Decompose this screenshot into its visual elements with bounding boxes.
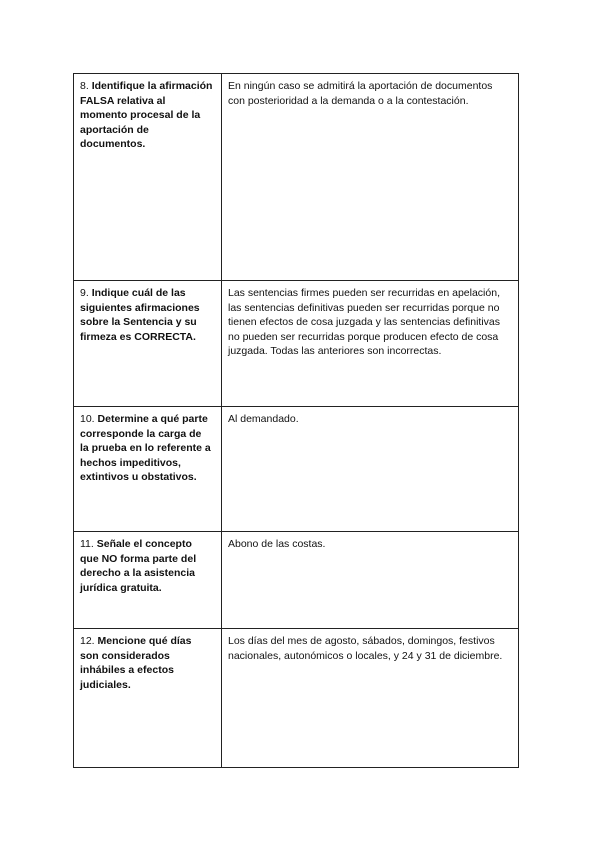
question-cell (74, 629, 222, 768)
question-number: 10. (80, 413, 95, 425)
question-number: 11. (80, 538, 94, 550)
question-number: 9. (80, 287, 89, 299)
answer-text: Las sentencias firmes pueden ser recurridas en apelación, las sentencias definitivas pueden ser recurridas porque no tienen efectos de cosa juzgada y las sentencias definitivas no pueden ser recurridas porque producen efecto de cosa juzgada. Todas las anteriores son incorrectas. (228, 287, 501, 357)
question-number: 8. (80, 80, 89, 92)
answer-text: Al demandado. (228, 413, 299, 425)
table-row (74, 629, 519, 768)
answer-text: En ningún caso se admitirá la aportación de documentos con posterioridad a la demanda o a la contestación. (228, 80, 493, 107)
table-row (74, 407, 519, 532)
question-cell (74, 74, 222, 281)
table-row (74, 74, 519, 281)
question-cell (74, 532, 222, 629)
table-row (74, 281, 519, 407)
answer-cell (222, 281, 519, 407)
question-cell (74, 281, 222, 407)
question-text: Identifique la afirmación FALSA relativa al momento procesal de la aportación de documentos. (80, 80, 213, 150)
answer-cell (222, 74, 519, 281)
table-row (74, 532, 519, 629)
qa-table (73, 73, 519, 768)
question-text: Señale el concepto que NO forma parte del derecho a la asistencia jurídica gratuita. (80, 538, 197, 594)
answer-cell (222, 407, 519, 532)
question-text: Mencione qué días son considerados inhábiles a efectos judiciales. (80, 635, 192, 691)
answer-cell (222, 532, 519, 629)
question-number: 12. (80, 635, 95, 647)
question-cell (74, 407, 222, 532)
answer-cell (222, 629, 519, 768)
answer-text: Abono de las costas. (228, 538, 326, 550)
question-text: Indique cuál de las siguientes afirmaciones sobre la Sentencia y su firmeza es CORRECTA. (80, 287, 200, 343)
question-text: Determine a qué parte corresponde la carga de la prueba en lo referente a hechos impeditivos, extintivos u obstativos. (80, 413, 211, 483)
answer-text: Los días del mes de agosto, sábados, domingos, festivos nacionales, autonómicos o locales, y 24 y 31 de diciembre. (228, 635, 503, 662)
